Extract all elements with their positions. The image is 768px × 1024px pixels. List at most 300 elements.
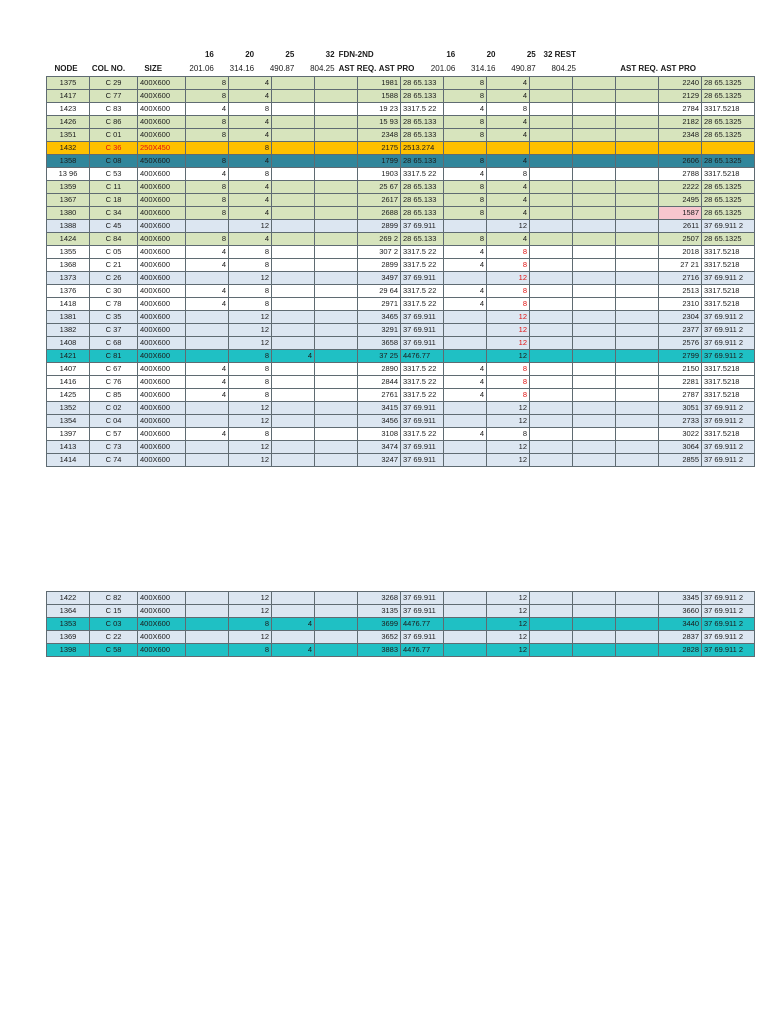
cell-size: 400X600 (138, 246, 186, 259)
cell-size: 400X600 (138, 324, 186, 337)
cell-col-no: C 22 (90, 631, 138, 644)
cell-rest-extra (616, 324, 659, 337)
cell-bar16 (186, 350, 229, 363)
table-row (47, 376, 755, 389)
cell-bar16 (186, 402, 229, 415)
cell-bar20: 4 (229, 233, 272, 246)
table-row (47, 90, 755, 103)
cell-col-no: C 29 (90, 77, 138, 90)
cell-ast-req-fdn: 3474 (358, 441, 401, 454)
cell-ast-req-rest: 27 21 (659, 259, 702, 272)
cell-bar16: 4 (186, 168, 229, 181)
header-top-bar16: 16 (204, 50, 214, 59)
cell-col-no: C 81 (90, 350, 138, 363)
cell-rest-bar20: 4 (487, 155, 530, 168)
cell-rest-bar16: 8 (444, 181, 487, 194)
cell-ast-pro-fdn: 37 69.911 (401, 272, 444, 285)
cell-bar32 (315, 116, 358, 129)
cell-rest-bar20: 12 (487, 415, 530, 428)
cell-bar20: 8 (229, 618, 272, 631)
cell-ast-req-fdn: 3268 (358, 592, 401, 605)
cell-col-no: C 86 (90, 116, 138, 129)
cell-ast-pro-fdn: 3317.5 22 (401, 428, 444, 441)
cell-rest-bar16: 8 (444, 233, 487, 246)
cell-col-no: C 02 (90, 402, 138, 415)
cell-ast-req-rest: 3064 (659, 441, 702, 454)
cell-rest-bar32 (573, 272, 616, 285)
cell-bar16 (186, 592, 229, 605)
cell-ast-pro-rest: 3317.5218 (702, 376, 755, 389)
cell-ast-pro-fdn: 28 65.133 (401, 233, 444, 246)
cell-rest-bar32 (573, 116, 616, 129)
cell-node: 1359 (47, 181, 90, 194)
cell-rest-bar16 (444, 311, 487, 324)
cell-col-no: C 30 (90, 285, 138, 298)
cell-rest-bar20: 12 (487, 220, 530, 233)
table-row (47, 592, 755, 605)
cell-col-no: C 11 (90, 181, 138, 194)
cell-node: 1358 (47, 155, 90, 168)
cell-size: 400X600 (138, 441, 186, 454)
cell-rest-bar16: 4 (444, 389, 487, 402)
cell-bar25 (272, 402, 315, 415)
cell-col-no: C 26 (90, 272, 138, 285)
cell-ast-req-fdn: 29 64 (358, 285, 401, 298)
cell-ast-pro-rest: 28 65.1325 (702, 129, 755, 142)
cell-ast-req-fdn: 2890 (358, 363, 401, 376)
cell-rest-bar16: 8 (444, 129, 487, 142)
cell-bar32 (315, 363, 358, 376)
cell-ast-pro-rest: 37 69.911 2 (702, 605, 755, 618)
cell-rest-bar20: 4 (487, 116, 530, 129)
cell-size: 400X600 (138, 168, 186, 181)
cell-bar25 (272, 129, 315, 142)
cell-rest-bar16: 8 (444, 207, 487, 220)
cell-size: 400X600 (138, 592, 186, 605)
header-bottom-rest-extra (578, 63, 618, 75)
cell-ast-req-fdn: 3699 (358, 618, 401, 631)
cell-ast-req-fdn: 1588 (358, 90, 401, 103)
cell-size: 450X600 (138, 155, 186, 168)
cell-bar16 (186, 605, 229, 618)
table-row (47, 116, 755, 129)
header-bottom-col-no: COL NO. (91, 64, 126, 73)
cell-size: 400X600 (138, 415, 186, 428)
cell-node: 1424 (47, 233, 90, 246)
cell-ast-req-fdn: 2844 (358, 376, 401, 389)
cell-rest-bar32 (573, 129, 616, 142)
table-row (47, 155, 755, 168)
cell-bar20: 12 (229, 592, 272, 605)
cell-ast-req-rest: 2513 (659, 285, 702, 298)
table-body-main (47, 77, 755, 467)
cell-bar32 (315, 207, 358, 220)
cell-node: 1352 (47, 402, 90, 415)
column-reinforcement-table-second (46, 591, 755, 657)
cell-rest-bar25 (530, 207, 573, 220)
header-top-ast-pro-fdn (377, 49, 417, 61)
cell-bar20: 8 (229, 376, 272, 389)
cell-col-no: C 15 (90, 605, 138, 618)
cell-rest-bar32 (573, 402, 616, 415)
cell-rest-bar20: 4 (487, 181, 530, 194)
cell-bar25 (272, 592, 315, 605)
cell-rest-bar32 (573, 324, 616, 337)
cell-size: 400X600 (138, 350, 186, 363)
cell-ast-pro-fdn: 3317.5 22 (401, 246, 444, 259)
cell-rest-bar25 (530, 233, 573, 246)
cell-ast-pro-fdn: 28 65.133 (401, 194, 444, 207)
cell-ast-pro-rest: 3317.5218 (702, 103, 755, 116)
cell-bar32 (315, 389, 358, 402)
cell-ast-req-fdn: 1981 (358, 77, 401, 90)
cell-rest-bar25 (530, 605, 573, 618)
cell-rest-bar20: 4 (487, 77, 530, 90)
cell-node: 1421 (47, 350, 90, 363)
cell-rest-extra (616, 415, 659, 428)
cell-ast-req-rest: 3345 (659, 592, 702, 605)
cell-bar20: 8 (229, 363, 272, 376)
cell-node: 1416 (47, 376, 90, 389)
cell-node: 1407 (47, 363, 90, 376)
cell-ast-req-fdn: 1903 (358, 168, 401, 181)
cell-node: 1380 (47, 207, 90, 220)
cell-rest-bar25 (530, 181, 573, 194)
cell-bar32 (315, 644, 358, 657)
table-row (47, 631, 755, 644)
cell-rest-bar32 (573, 337, 616, 350)
cell-ast-req-rest: 2606 (659, 155, 702, 168)
cell-bar16 (186, 454, 229, 467)
cell-rest-bar25 (530, 415, 573, 428)
cell-rest-bar32 (573, 168, 616, 181)
cell-ast-pro-rest: 3317.5218 (702, 259, 755, 272)
cell-ast-pro-rest: 3317.5218 (702, 298, 755, 311)
cell-rest-bar25 (530, 618, 573, 631)
cell-rest-bar25 (530, 428, 573, 441)
table-row (47, 259, 755, 272)
cell-rest-extra (616, 207, 659, 220)
cell-ast-pro-rest: 28 65.1325 (702, 233, 755, 246)
cell-rest-bar32 (573, 415, 616, 428)
cell-rest-bar16 (444, 220, 487, 233)
cell-rest-bar16: 4 (444, 376, 487, 389)
cell-bar32 (315, 428, 358, 441)
cell-ast-pro-rest: 28 65.1325 (702, 194, 755, 207)
cell-col-no: C 35 (90, 311, 138, 324)
cell-rest-extra (616, 103, 659, 116)
cell-rest-bar32 (573, 454, 616, 467)
cell-rest-bar20: 12 (487, 272, 530, 285)
cell-bar16 (186, 337, 229, 350)
cell-ast-pro-rest: 28 65.1325 (702, 181, 755, 194)
cell-ast-pro-rest: 37 69.911 2 (702, 454, 755, 467)
cell-rest-bar32 (573, 90, 616, 103)
cell-bar20: 12 (229, 441, 272, 454)
cell-bar32 (315, 259, 358, 272)
table-row (47, 441, 755, 454)
cell-rest-bar20: 8 (487, 103, 530, 116)
cell-bar16: 4 (186, 246, 229, 259)
cell-bar32 (315, 90, 358, 103)
cell-col-no: C 85 (90, 389, 138, 402)
cell-rest-bar25 (530, 77, 573, 90)
cell-node: 1423 (47, 103, 90, 116)
cell-rest-bar20: 4 (487, 233, 530, 246)
cell-rest-bar25 (530, 194, 573, 207)
cell-ast-req-fdn: 3883 (358, 644, 401, 657)
cell-rest-bar20: 8 (487, 363, 530, 376)
table-row (47, 207, 755, 220)
table-row (47, 142, 755, 155)
cell-ast-req-rest: 2018 (659, 246, 702, 259)
cell-col-no: C 58 (90, 644, 138, 657)
cell-ast-req-rest: 2377 (659, 324, 702, 337)
cell-bar25 (272, 259, 315, 272)
header-bottom-size: SIZE (144, 64, 163, 73)
cell-ast-pro-rest: 28 65.1325 (702, 90, 755, 103)
cell-ast-req-rest: 2182 (659, 116, 702, 129)
cell-bar32 (315, 285, 358, 298)
cell-rest-bar16: 4 (444, 285, 487, 298)
header-top-rest-bar32: 32 REST (543, 50, 576, 59)
cell-rest-bar16: 4 (444, 298, 487, 311)
cell-rest-extra (616, 90, 659, 103)
table-row (47, 415, 755, 428)
cell-bar32 (315, 77, 358, 90)
cell-rest-bar16: 4 (444, 259, 487, 272)
header-top-rest-bar20: 20 (486, 50, 496, 59)
cell-bar20: 12 (229, 415, 272, 428)
cell-node: 1355 (47, 246, 90, 259)
cell-ast-pro-rest: 37 69.911 2 (702, 350, 755, 363)
header-row-top (46, 49, 708, 61)
cell-rest-bar20: 12 (487, 454, 530, 467)
table-row (47, 272, 755, 285)
cell-bar16 (186, 415, 229, 428)
cell-bar32 (315, 103, 358, 116)
cell-bar20: 8 (229, 259, 272, 272)
cell-rest-bar20 (487, 142, 530, 155)
cell-col-no: C 01 (90, 129, 138, 142)
cell-ast-req-rest: 1587 (659, 207, 702, 220)
cell-ast-pro-fdn: 37 69.911 (401, 324, 444, 337)
cell-ast-pro-fdn: 28 65.133 (401, 77, 444, 90)
cell-col-no: C 82 (90, 592, 138, 605)
cell-size: 400X600 (138, 220, 186, 233)
cell-rest-bar16 (444, 644, 487, 657)
cell-col-no: C 03 (90, 618, 138, 631)
header-top-ast-pro-rest (658, 49, 708, 61)
cell-rest-bar16: 4 (444, 168, 487, 181)
cell-ast-pro-fdn: 3317.5 22 (401, 298, 444, 311)
cell-ast-req-fdn: 2971 (358, 298, 401, 311)
cell-col-no: C 37 (90, 324, 138, 337)
cell-col-no: C 04 (90, 415, 138, 428)
cell-node: 1351 (47, 129, 90, 142)
cell-node: 1418 (47, 298, 90, 311)
cell-rest-extra (616, 77, 659, 90)
cell-ast-pro-fdn: 3317.5 22 (401, 285, 444, 298)
cell-bar20: 4 (229, 181, 272, 194)
cell-rest-bar32 (573, 605, 616, 618)
cell-ast-req-rest: 2828 (659, 644, 702, 657)
cell-rest-bar20: 8 (487, 168, 530, 181)
cell-col-no: C 67 (90, 363, 138, 376)
cell-rest-bar25 (530, 285, 573, 298)
cell-rest-bar25 (530, 644, 573, 657)
cell-size: 400X600 (138, 207, 186, 220)
cell-ast-pro-fdn: 37 69.911 (401, 631, 444, 644)
cell-col-no: C 34 (90, 207, 138, 220)
cell-bar16 (186, 142, 229, 155)
cell-bar25 (272, 168, 315, 181)
cell-ast-req-fdn: 3415 (358, 402, 401, 415)
cell-rest-extra (616, 129, 659, 142)
cell-bar20: 8 (229, 142, 272, 155)
cell-rest-bar16: 4 (444, 363, 487, 376)
cell-ast-pro-rest: 37 69.911 2 (702, 272, 755, 285)
header-top-ast-req-fdn: FDN-2ND (338, 50, 374, 59)
cell-bar25 (272, 631, 315, 644)
cell-ast-req-rest: 2788 (659, 168, 702, 181)
cell-ast-pro-fdn: 2513.274 (401, 142, 444, 155)
cell-ast-req-fdn: 3456 (358, 415, 401, 428)
cell-rest-extra (616, 454, 659, 467)
cell-bar25 (272, 363, 315, 376)
cell-rest-bar32 (573, 631, 616, 644)
cell-rest-bar16: 4 (444, 246, 487, 259)
cell-ast-req-rest: 2784 (659, 103, 702, 116)
cell-bar20: 8 (229, 246, 272, 259)
cell-ast-req-fdn: 15 93 (358, 116, 401, 129)
header-top-bar20: 20 (245, 50, 255, 59)
cell-bar20: 4 (229, 194, 272, 207)
cell-ast-req-rest: 2129 (659, 90, 702, 103)
cell-rest-bar16: 4 (444, 428, 487, 441)
cell-rest-bar32 (573, 233, 616, 246)
cell-bar25 (272, 441, 315, 454)
cell-rest-bar25 (530, 116, 573, 129)
cell-rest-bar32 (573, 259, 616, 272)
cell-bar25 (272, 103, 315, 116)
cell-col-no: C 76 (90, 376, 138, 389)
cell-rest-extra (616, 402, 659, 415)
cell-rest-bar32 (573, 285, 616, 298)
cell-rest-bar16 (444, 454, 487, 467)
cell-ast-pro-fdn: 37 69.911 (401, 402, 444, 415)
cell-ast-req-rest: 3440 (659, 618, 702, 631)
table-row (47, 644, 755, 657)
cell-rest-bar25 (530, 350, 573, 363)
cell-ast-req-rest (659, 142, 702, 155)
cell-rest-bar20: 8 (487, 389, 530, 402)
cell-rest-bar20: 8 (487, 246, 530, 259)
cell-bar25 (272, 285, 315, 298)
cell-rest-bar16 (444, 631, 487, 644)
cell-ast-pro-fdn: 37 69.911 (401, 337, 444, 350)
cell-rest-bar20: 12 (487, 350, 530, 363)
cell-ast-req-fdn: 307 2 (358, 246, 401, 259)
cell-bar25 (272, 116, 315, 129)
cell-node: 1408 (47, 337, 90, 350)
cell-ast-pro-rest: 37 69.911 2 (702, 337, 755, 350)
cell-bar16 (186, 631, 229, 644)
cell-ast-req-rest: 2150 (659, 363, 702, 376)
header-top-ast-req-rest (618, 49, 658, 61)
cell-ast-req-fdn: 3658 (358, 337, 401, 350)
cell-size: 400X600 (138, 77, 186, 90)
cell-bar20: 8 (229, 350, 272, 363)
cell-size: 400X600 (138, 454, 186, 467)
cell-ast-req-rest: 2799 (659, 350, 702, 363)
cell-size: 400X600 (138, 285, 186, 298)
cell-ast-req-rest: 2281 (659, 376, 702, 389)
cell-rest-bar25 (530, 90, 573, 103)
cell-rest-bar25 (530, 324, 573, 337)
cell-rest-bar20: 12 (487, 402, 530, 415)
cell-ast-req-fdn: 2899 (358, 259, 401, 272)
cell-ast-pro-rest: 28 65.1325 (702, 155, 755, 168)
table-row (47, 233, 755, 246)
cell-node: 1397 (47, 428, 90, 441)
cell-ast-req-fdn: 25 67 (358, 181, 401, 194)
cell-rest-extra (616, 592, 659, 605)
header-top-bar25: 25 (285, 50, 295, 59)
cell-bar16: 4 (186, 428, 229, 441)
cell-rest-bar32 (573, 350, 616, 363)
cell-bar32 (315, 631, 358, 644)
cell-bar25 (272, 376, 315, 389)
cell-bar25 (272, 220, 315, 233)
cell-rest-bar32 (573, 103, 616, 116)
cell-ast-pro-rest: 3317.5218 (702, 246, 755, 259)
cell-size: 400X600 (138, 272, 186, 285)
cell-rest-bar32 (573, 246, 616, 259)
cell-node: 1382 (47, 324, 90, 337)
cell-ast-pro-fdn: 37 69.911 (401, 441, 444, 454)
cell-col-no: C 21 (90, 259, 138, 272)
cell-node: 1417 (47, 90, 90, 103)
cell-ast-pro-rest: 3317.5218 (702, 168, 755, 181)
cell-bar25 (272, 605, 315, 618)
header-bottom-ast-req-fdn: AST REQ. (338, 64, 377, 73)
cell-bar32 (315, 376, 358, 389)
table-row (47, 337, 755, 350)
cell-ast-pro-rest: 28 65.1325 (702, 77, 755, 90)
header-bottom-rest-bar20: 314.16 (471, 64, 496, 73)
table-row (47, 618, 755, 631)
cell-ast-pro-fdn: 3317.5 22 (401, 168, 444, 181)
cell-rest-bar25 (530, 376, 573, 389)
cell-ast-pro-fdn: 37 69.911 (401, 311, 444, 324)
cell-bar16 (186, 618, 229, 631)
header-bottom-rest-bar16: 201.06 (430, 64, 456, 73)
cell-rest-extra (616, 142, 659, 155)
cell-bar32 (315, 129, 358, 142)
cell-node: 1388 (47, 220, 90, 233)
cell-bar16: 8 (186, 233, 229, 246)
cell-rest-bar32 (573, 142, 616, 155)
cell-col-no: C 78 (90, 298, 138, 311)
cell-bar25 (272, 428, 315, 441)
cell-rest-bar16 (444, 324, 487, 337)
cell-rest-bar25 (530, 246, 573, 259)
cell-rest-bar25 (530, 389, 573, 402)
cell-bar16: 8 (186, 90, 229, 103)
cell-bar32 (315, 605, 358, 618)
cell-bar32 (315, 298, 358, 311)
